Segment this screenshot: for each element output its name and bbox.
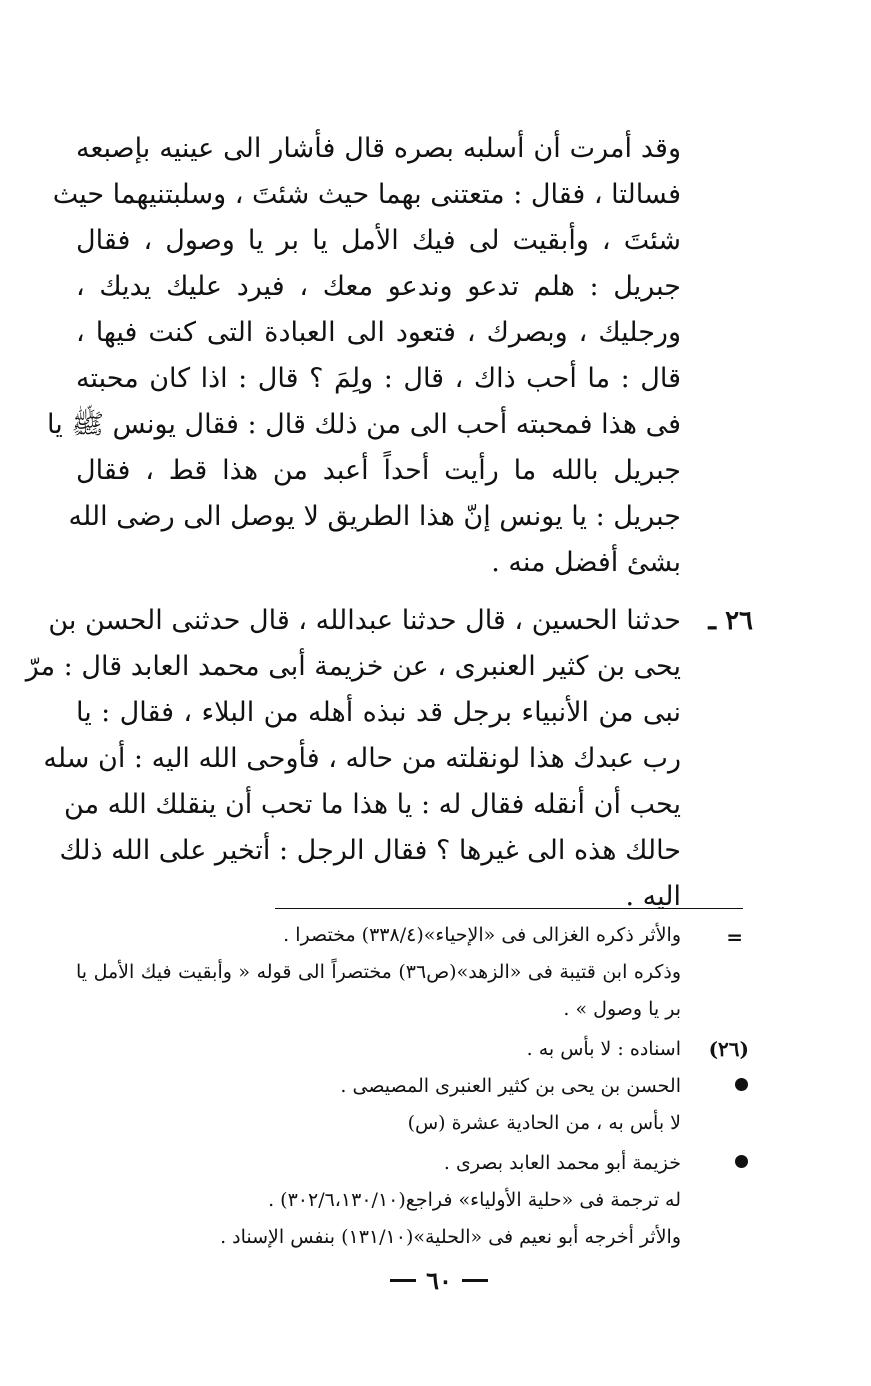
- page-number-value: ٦٠: [426, 1265, 452, 1295]
- entry-text-block: [25, 598, 681, 920]
- text-line: يحب أن أنقله فقال له : يا هذا ما تحب أن ينقلك الله من: [64, 789, 681, 820]
- footnote-line: بر يا وصول » .: [563, 998, 681, 1020]
- footnote-line: الحسن بن يحى بن كثير العنبرى المصيصى .: [340, 1075, 681, 1097]
- footnote-line: والأثر أخرجه أبو نعيم فى «الحلية»(١٣١/١٠) بنفس الإسناد .: [220, 1226, 681, 1248]
- text-line: جبريل : يا يونس إنّ هذا الطريق لا يوصل الى رضى الله: [68, 501, 681, 532]
- text-line: نبى من الأنبياء برجل قد نبذه أهله من البلاء ، فقال : يا: [76, 697, 681, 728]
- text-line: فى هذا فمحبته أحب الى من ذلك قال : فقال يونس ﷺ يا: [47, 409, 681, 440]
- text-line: شئتَ ، وأبقيت لى فيك الأمل يا بر يا وصول ، فقال: [76, 225, 681, 256]
- bullet-icon: [735, 1078, 748, 1091]
- text-line: جبريل بالله ما رأيت أحداً أعبد من هذا قط ، فقال: [76, 455, 681, 486]
- main-text-block: [47, 126, 681, 586]
- footnote-line: له ترجمة فى «حلية الأولياء» فراجع(٣٠٢/٦،١٣٠/١٠) .: [268, 1189, 681, 1211]
- text-line: قال : ما أحب ذاك ، قال : ولِمَ ؟ قال : اذا كان محبته: [76, 363, 681, 394]
- text-line: رب عبدك هذا لونقلته من حاله ، فأوحى الله اليه : أن سله: [43, 743, 681, 774]
- page-number-dash: [462, 1279, 488, 1282]
- footnote-line: وذكره ابن قتيبة فى «الزهد»(ص٣٦) مختصراً الى قوله « وأبقيت فيك الأمل يا: [76, 961, 681, 983]
- footnote-number: (٢٦): [708, 1037, 749, 1061]
- text-line: حالك هذه الى غيرها ؟ فقال الرجل : أتخير على الله ذلك: [59, 835, 681, 866]
- text-line: فسالتا ، فقال : متعتنى بهما حيث شئتَ ، وسلبتنيهما حيث: [52, 179, 681, 210]
- page-number: [359, 1260, 519, 1300]
- footnote-line: خزيمة أبو محمد العابد بصرى .: [443, 1152, 681, 1174]
- continuation-marker: =: [726, 925, 743, 949]
- text-line: اليه .: [625, 881, 681, 912]
- text-line: بشئ أفضل منه .: [491, 547, 681, 578]
- text-line: ورجليك ، وبصرك ، فتعود الى العبادة التى كنت فيها ،: [76, 317, 681, 348]
- text-line: وقد أمرت أن أسلبه بصره قال فأشار الى عينيه بإصبعه: [76, 133, 681, 164]
- footnote-line: لا بأس به ، من الحادية عشرة (س): [407, 1112, 681, 1134]
- footnote-line: والأثر ذكره الغزالى فى «الإحياء»(٣٣٨/٤) مختصرا .: [283, 924, 681, 946]
- text-line: جبريل : هلم تدعو وندعو معك ، فيرد عليك يديك ،: [76, 271, 681, 302]
- entry-number: ٢٦ ـ: [708, 606, 753, 636]
- text-line: حدثنا الحسين ، قال حدثنا عبدالله ، قال حدثنى الحسن بن: [48, 605, 681, 636]
- text-line: يحى بن كثير العنبرى ، عن خزيمة أبى محمد العابد قال : مرّ: [25, 651, 681, 682]
- bullet-icon: [735, 1155, 748, 1168]
- footnote-line: اسناده : لا بأس به .: [526, 1038, 681, 1060]
- page-number-dash: [390, 1279, 416, 1282]
- footnote-separator: [275, 908, 743, 909]
